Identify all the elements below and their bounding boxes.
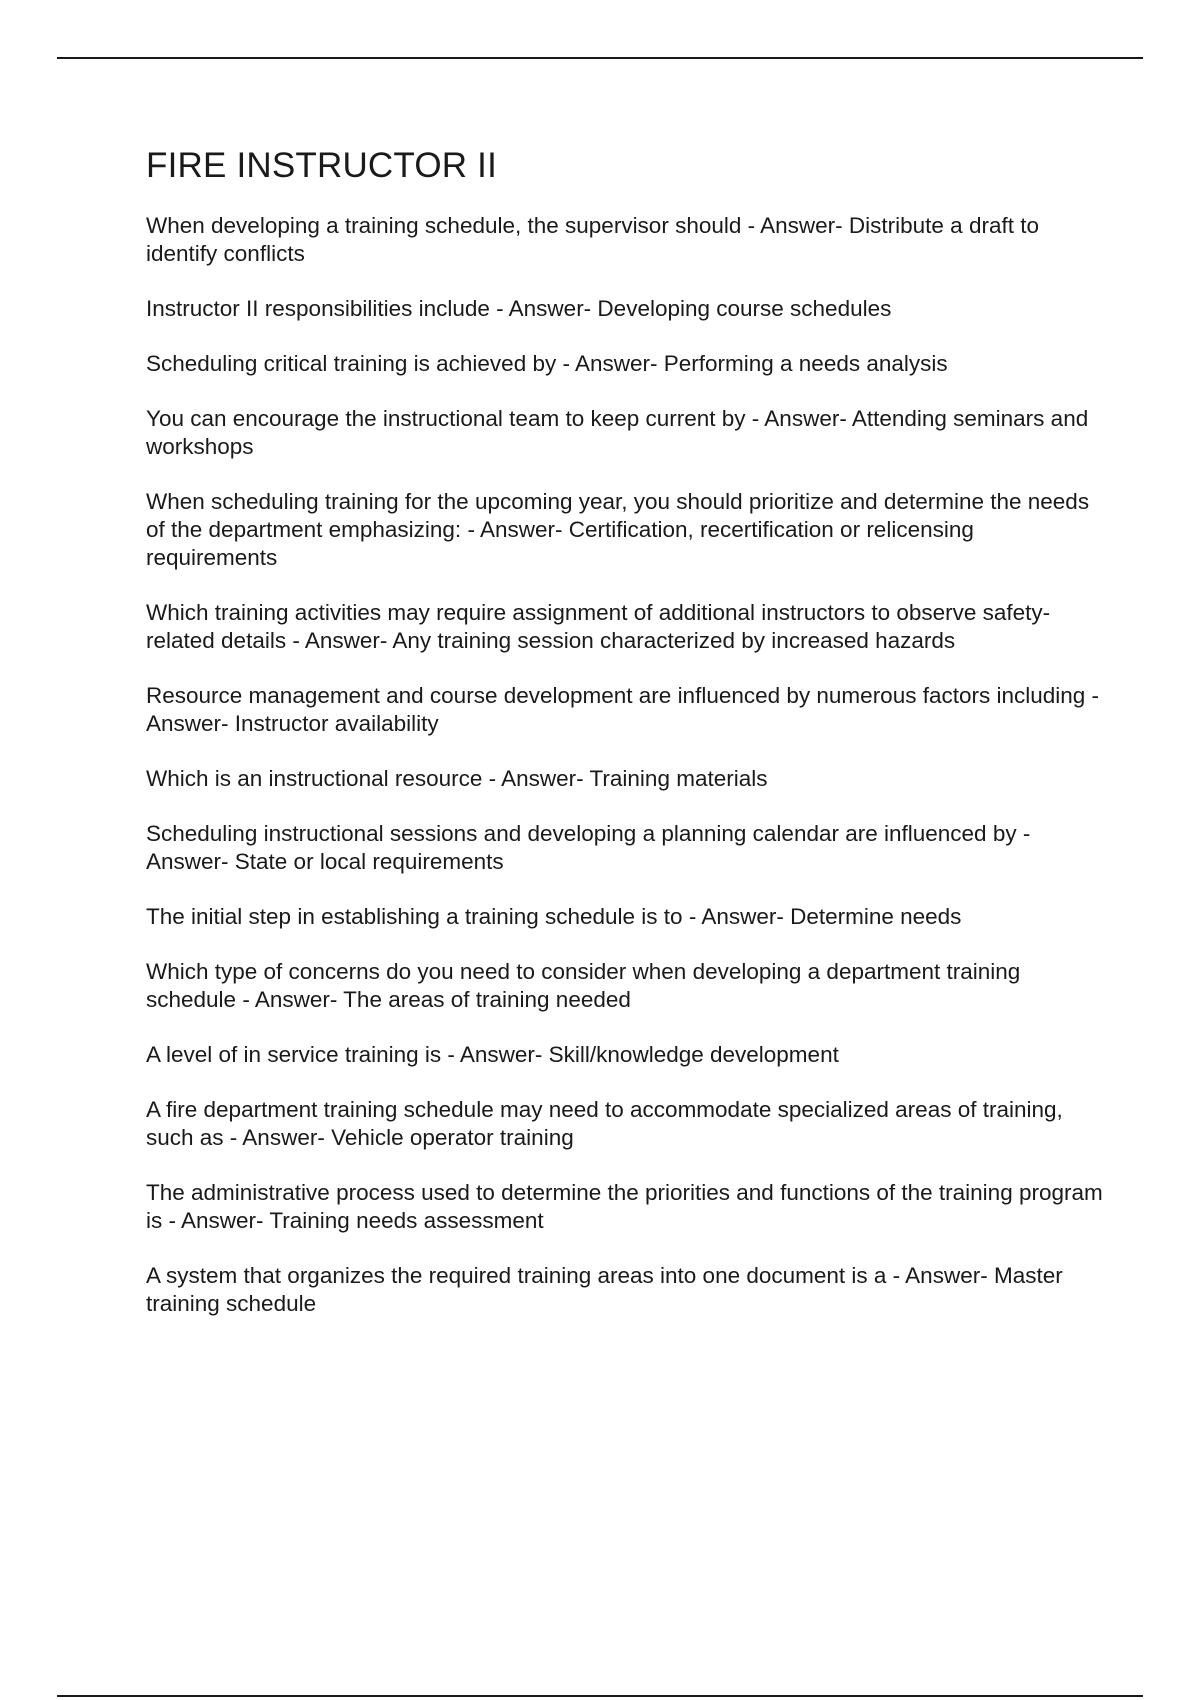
qa-item: Which type of concerns do you need to consider when developing a department training schedule - Answer- The areas of training needed [146,959,1021,1012]
document-title: FIRE INSTRUCTOR II [146,146,498,185]
qa-item: Resource management and course development are influenced by numerous factors including - Answer- Instructor availability [146,683,1100,736]
qa-item: Instructor II responsibilities include - Answer- Developing course schedules [146,296,892,321]
header-rule [57,57,1143,59]
qa-item: Scheduling instructional sessions and developing a planning calendar are influenced by - Answer- State or local requirements [146,821,1031,874]
qa-item: The initial step in establishing a training schedule is to - Answer- Determine needs [146,904,962,929]
qa-item: Scheduling critical training is achieved by - Answer- Performing a needs analysis [146,351,948,376]
qa-item: A level of in service training is - Answer- Skill/knowledge development [146,1042,839,1067]
footer-rule [57,1695,1143,1697]
qa-item: A fire department training schedule may need to accommodate specialized areas of training, such as - Answer- Vehicle operator training [146,1097,1063,1150]
qa-item: Which training activities may require assignment of additional instructors to observe safety-related details - Answer- Any training session characterized by increased hazards [146,600,1051,653]
qa-item: The administrative process used to determine the priorities and functions of the training program is - Answer- Training needs assessment [146,1180,1103,1233]
qa-item: When scheduling training for the upcoming year, you should prioritize and determine the needs of the department emphasizing: - Answer- Certification, recertification or relicensing requirements [146,489,1090,570]
document-body [146,142,1106,1345]
qa-item: A system that organizes the required training areas into one document is a - Answer- Master training schedule [146,1263,1063,1316]
qa-item: You can encourage the instructional team to keep current by - Answer- Attending seminars and workshops [146,406,1089,459]
qa-item: When developing a training schedule, the supervisor should - Answer- Distribute a draft to identify conflicts [146,213,1039,266]
qa-item: Which is an instructional resource - Answer- Training materials [146,766,768,791]
qa-list [146,212,1106,1318]
